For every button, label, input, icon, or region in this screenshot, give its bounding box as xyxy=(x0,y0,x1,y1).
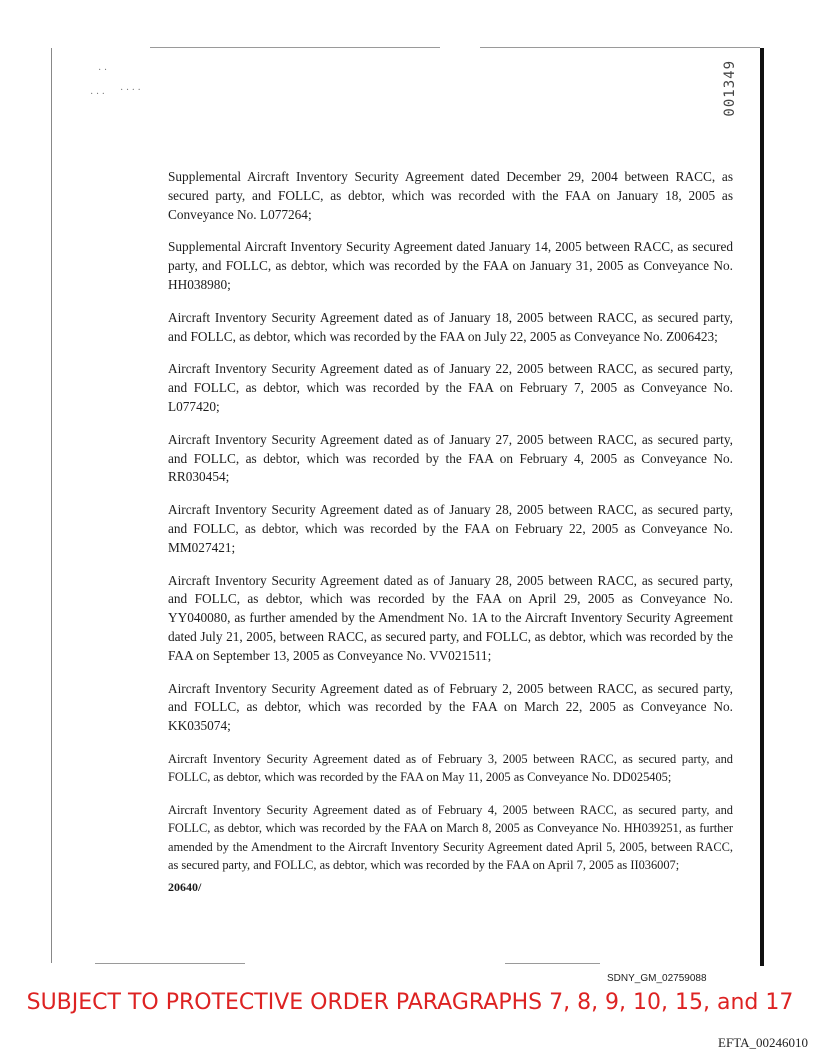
agreement-paragraph: Aircraft Inventory Security Agreement dated as of January 18, 2005 between RACC, as secured party, and FOLLC, as debtor, which was recorded by the FAA on July 22, 2005 as Conveyance No. Z006423; xyxy=(168,309,733,344)
scan-edge-top xyxy=(480,47,760,48)
document-number: 20640/ xyxy=(168,880,202,894)
scan-edge-right xyxy=(760,48,764,966)
scan-edge-top xyxy=(150,47,440,48)
agreement-paragraph: Supplemental Aircraft Inventory Security Agreement dated December 29, 2004 between RACC, as secured party, and FOLLC, as debtor, which was recorded with the FAA on January 18, 2005 as Conveyance No. L077264; xyxy=(168,169,733,222)
scan-edge-left xyxy=(51,48,52,963)
agreement-paragraph: Aircraft Inventory Security Agreement dated as of January 28, 2005 between RACC, as secured party, and FOLLC, as debtor, which was recorded by the FAA on February 22, 2005 as Conveyance No. MM027421; xyxy=(168,502,733,555)
efta-identifier: EFTA_00246010 xyxy=(718,1035,808,1050)
scan-edge-bottom xyxy=(95,963,245,964)
document-body xyxy=(168,168,733,889)
protective-order-banner: SUBJECT TO PROTECTIVE ORDER PARAGRAPHS 7, 8, 9, 10, 15, and 17 xyxy=(26,990,794,1015)
agreement-paragraph: Aircraft Inventory Security Agreement dated as of February 3, 2005 between RACC, as secured party, and FOLLC, as debtor, which was recorded by the FAA on May 11, 2005 as Conveyance No. DD025405; xyxy=(168,751,733,785)
agreement-paragraph: Aircraft Inventory Security Agreement dated as of February 4, 2005 between RACC, as secured party, and FOLLC, as debtor, which was recorded by the FAA on March 8, 2005 as Conveyance No. HH039251, as further amended by the Amendment to the Aircraft Inventory Security Agreement dated April 5, 2005, between RACC, as secured party, and FOLLC, as debtor, which was recorded by the FAA on April 7, 2005 as II036007; xyxy=(168,802,733,873)
scan-speck: · · · · xyxy=(120,85,141,96)
scan-edge-bottom xyxy=(505,963,600,964)
scan-speck: · · xyxy=(98,65,108,76)
scan-speck: · · · xyxy=(90,89,105,100)
agreement-paragraph: Aircraft Inventory Security Agreement dated as of January 22, 2005 between RACC, as secured party, and FOLLC, as debtor, which was recorded by the FAA on February 7, 2005 as Conveyance No. L077420; xyxy=(168,361,733,414)
agreement-paragraph: Aircraft Inventory Security Agreement dated as of February 2, 2005 between RACC, as secured party, and FOLLC, as debtor, which was recorded by the FAA on March 22, 2005 as Conveyance No. KK035074; xyxy=(168,680,733,734)
bates-number: SDNY_GM_02759088 xyxy=(607,973,707,984)
agreement-paragraph: Aircraft Inventory Security Agreement dated as of January 28, 2005 between RACC, as secured party, and FOLLC, as debtor, which was recorded by the FAA on April 29, 2005 as Conveyance No. YY040080, as further amended by the Amendment No. 1A to the Aircraft Inventory Security Agreement dated July 21, 2005, between RACC, as secured party, and FOLLC, as debtor, which was recorded by the FAA on September 13, 2005 as Conveyance No. VV021511; xyxy=(168,572,733,663)
page-stamp-number: 001349 xyxy=(722,60,738,117)
agreement-paragraph: Aircraft Inventory Security Agreement dated as of January 27, 2005 between RACC, as secured party, and FOLLC, as debtor, which was recorded by the FAA on February 4, 2005 as Conveyance No. RR030454; xyxy=(168,431,733,485)
agreement-paragraph: Supplemental Aircraft Inventory Security Agreement dated January 14, 2005 between RACC, as secured party, and FOLLC, as debtor, which was recorded by the FAA on January 31, 2005 as Conveyance No. HH038980; xyxy=(168,239,733,292)
